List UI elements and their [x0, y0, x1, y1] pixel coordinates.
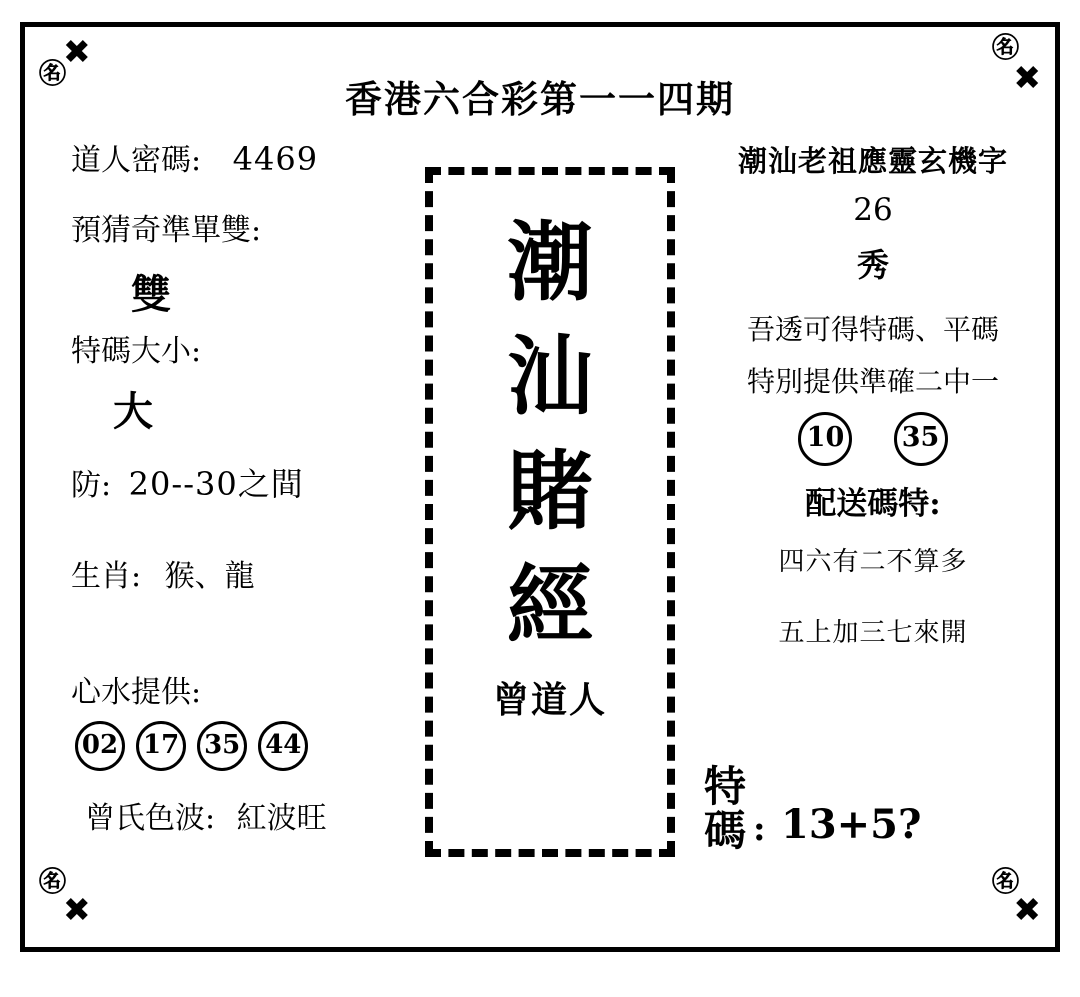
- center-character-stack: [433, 212, 667, 656]
- right-number: 26: [853, 192, 893, 228]
- odd-even-label: 預猜奇準單雙:: [71, 213, 262, 248]
- special-code-label-top: 特: [703, 762, 746, 811]
- lottery-ball: 17: [136, 721, 186, 771]
- special-code-value: 13+5?: [781, 801, 922, 848]
- center-character: 經: [507, 554, 593, 656]
- color-row: [85, 793, 421, 837]
- zodiac-value: 猴、龍: [164, 559, 255, 594]
- page-title: 香港六合彩第一一四期: [345, 77, 735, 121]
- guard-row: [71, 459, 421, 505]
- code-value: 4469: [232, 140, 319, 178]
- size-label: 特碼大小:: [71, 334, 202, 369]
- seal-icon: ㊔: [992, 33, 1019, 64]
- seal-icon: ㊔: [39, 59, 66, 90]
- cross-icon: ✖: [63, 32, 91, 71]
- odd-even-value: 雙: [131, 271, 174, 318]
- poster: [20, 22, 1060, 952]
- zodiac-row: [71, 551, 421, 595]
- special-code-label: [699, 762, 751, 856]
- cross-icon: ✖: [63, 890, 91, 929]
- right-column: [697, 139, 1049, 661]
- left-column: [71, 135, 421, 843]
- tips-label-row: [71, 667, 421, 711]
- seal-icon: ㊔: [39, 867, 66, 898]
- tips-number-list: [75, 721, 421, 771]
- code-label: 道人密碼:: [71, 143, 202, 178]
- corner-ornament-bottom-left: [39, 869, 119, 939]
- right-line-2: 特別提供準確二中一: [746, 365, 999, 398]
- right-verse-1: 四六有二不算多: [778, 547, 968, 577]
- special-code-block: [695, 762, 1025, 898]
- center-character: 潮: [507, 212, 593, 313]
- lottery-ball: 02: [75, 721, 125, 771]
- cross-icon: ✖: [1013, 58, 1041, 97]
- right-character: 秀: [856, 246, 889, 284]
- special-code-label-bottom: 碼: [703, 806, 746, 856]
- odd-even-label-row: [71, 205, 421, 249]
- color-value: 紅波旺: [236, 801, 327, 836]
- zodiac-label: 生肖:: [71, 559, 142, 594]
- right-subheading: 配送碼特:: [805, 486, 941, 522]
- size-value-row: [113, 380, 421, 437]
- lottery-ball: 35: [894, 412, 948, 466]
- center-character: 賭: [507, 440, 593, 542]
- code-row: [71, 135, 421, 179]
- lottery-ball: 44: [258, 721, 308, 771]
- size-value: 大: [113, 388, 156, 435]
- right-verse-2: 五上加三七來開: [778, 618, 968, 648]
- guard-value: 20--30之間: [128, 465, 304, 503]
- center-signature: 曾道人: [492, 679, 607, 722]
- lottery-ball: 10: [798, 412, 852, 466]
- color-label: 曾氏色波:: [85, 801, 216, 836]
- guard-label: 防:: [71, 468, 112, 503]
- seal-icon: ㊔: [992, 867, 1019, 898]
- center-character: 汕: [507, 326, 593, 428]
- odd-even-value-row: [131, 263, 421, 320]
- right-heading: 潮汕老祖應靈玄機字: [737, 144, 1008, 178]
- lottery-ball: 35: [197, 721, 247, 771]
- right-number-list: [697, 412, 1049, 466]
- cross-icon: ✖: [1013, 890, 1041, 929]
- right-line-1: 吾透可得特碼、平碼: [746, 313, 999, 346]
- tips-label: 心水提供:: [71, 675, 202, 710]
- special-code-colon: :: [753, 809, 766, 849]
- size-label-row: [71, 326, 421, 370]
- center-title-box: [425, 167, 675, 857]
